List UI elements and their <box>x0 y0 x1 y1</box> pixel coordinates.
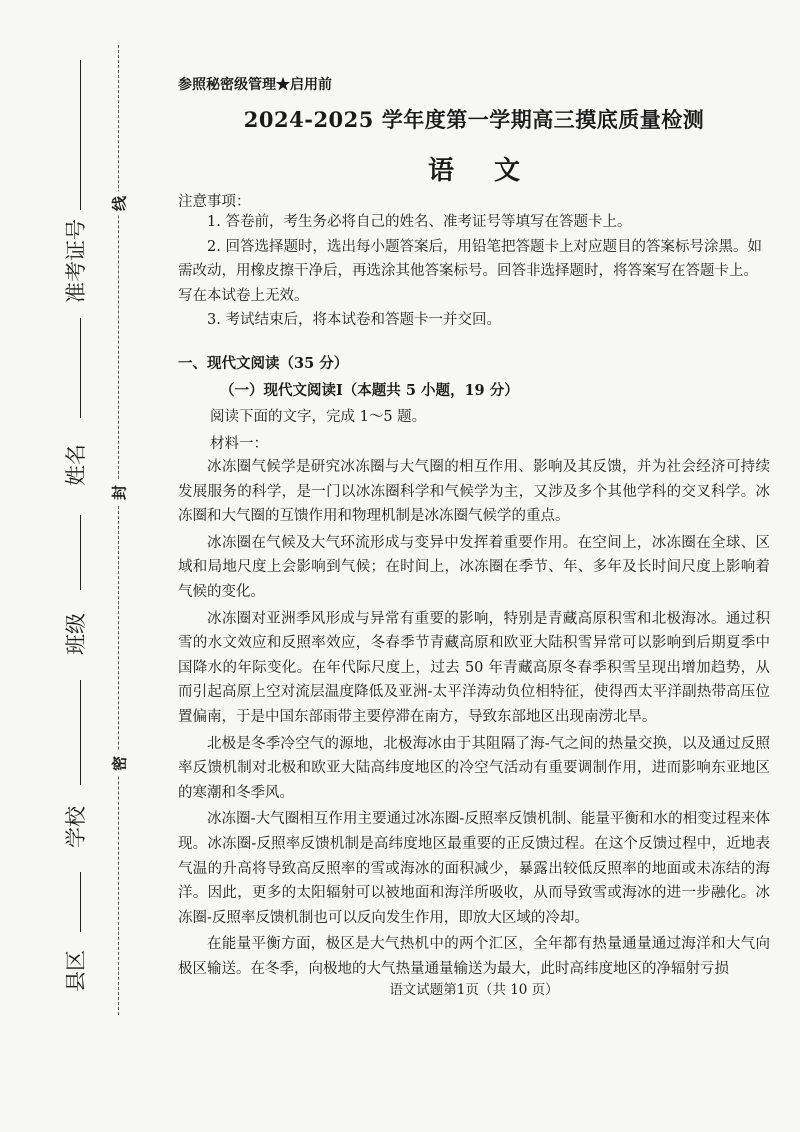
field-line-district <box>80 872 81 932</box>
material-label: 材料一： <box>210 436 268 452</box>
seal-word-line: 线 <box>109 192 130 216</box>
subsection-heading: （一）现代文阅读Ⅰ（本题共 5 小题，19 分） <box>220 382 519 399</box>
body-paragraph: 冰冻圈-大气圈相互作用主要通过冰冻圈-反照率反馈机制、能量平衡和水的相变过程来体现。冰冻圈-反照率反馈机制是高纬度地区最重要的正反馈过程。在这个反馈过程中，近地表气温的升高将导致高反照率的雪或海冰的面积减少，暴露出较低反照率的地面或未冻结的海洋。因此，更多的太阳辐射可以被地面和海洋所吸收，从而导致雪或海冰的进一步融化。冰冻圈-反照率反馈机制也可以反向发生作用，即放大区域的冷却。 <box>178 811 770 926</box>
body-paragraph: 在能量平衡方面，极区是大气热机中的两个汇区，全年都有热量通量通过海洋和大气向极区输送。在冬季，向极地的大气热量通量输送为最大，此时高纬度地区的净辐射亏损 <box>178 936 770 977</box>
body-paragraph: 冰冻圈在气候及大气环流形成与变异中发挥着重要作用。在空间上，冰冻圈在全球、区域和局地尺度上会影响到气候；在时间上，冰冻圈在季节、年、多年及长时间尺度上影响着气候的变化。 <box>178 534 770 600</box>
notice-item: 2. 回答选择题时，选出每小题答案后，用铅笔把答题卡上对应题目的答案标号涂黑。如需改动，用橡皮擦干净后，再选涂其他答案标号。回答非选择题时，将答案写在答题卡上。写在本试卷上无效。 <box>178 238 762 304</box>
subject-title: 语文 <box>427 156 560 186</box>
field-label-name: 姓名 <box>64 444 88 486</box>
notice-list <box>178 210 770 333</box>
field-line-class <box>80 515 81 590</box>
binding-margin <box>0 0 129 1132</box>
field-label-district: 县区 <box>64 950 88 992</box>
body-paragraph: 北极是冬季冷空气的源地，北极海冰由于其阻隔了海-气之间的热量交换，以及通过反照率反馈机制对北极和欧亚大陆高纬度地区的冷空气活动有重要调制作用，进而影响东亚地区的寒潮和冬季风。 <box>178 735 770 801</box>
section-heading: 一、现代文阅读（35 分） <box>178 355 349 372</box>
seal-dashed-line <box>118 45 119 1015</box>
material-body <box>178 455 770 983</box>
page-footer: 语文试题第1页（共 10 页） <box>389 982 559 998</box>
field-label-school: 学校 <box>64 806 88 848</box>
reading-instruction: 阅读下面的文字，完成 1～5 题。 <box>210 409 427 425</box>
field-label-class: 班级 <box>64 613 88 655</box>
notice-item: 1. 答卷前，考生务必将自己的姓名、准考证号等填写在答题卡上。 <box>207 214 632 230</box>
notice-heading: 注意事项： <box>178 194 251 210</box>
field-label-exam-number: 准考证号 <box>64 219 88 303</box>
seal-word-seal: 封 <box>109 481 130 505</box>
secret-mark: 参照秘密级管理★启用前 <box>178 77 332 93</box>
seal-word-secret: 密 <box>109 752 130 776</box>
exam-title: 2024-2025 学年度第一学期高三摸底质量检测 <box>243 107 705 132</box>
field-line-name <box>80 318 81 418</box>
field-line-school <box>80 680 81 785</box>
body-paragraph: 冰冻圈对亚洲季风形成与异常有重要的影响，特别是青藏高原积雪和北极海冰。通过积雪的水文效应和反照率效应，冬春季节青藏高原和欧亚大陆积雪异常可以影响到后期夏季中国降水的年际变化。在年代际尺度上，过去 50 年青藏高原冬春季积雪呈现出增加趋势，从而引起高原上空对流层温度降低及亚洲-太平洋涛动负位相特征，使得西太平洋副热带高压位置偏南，于是中国东部雨带主要停滞在南方，导致东部地区出现南涝北旱。 <box>178 610 770 725</box>
notice-item: 3. 考试结束后，将本试卷和答题卡一并交回。 <box>207 312 501 328</box>
body-paragraph: 冰冻圈气候学是研究冰冻圈与大气圈的相互作用、影响及其反馈，并为社会经济可持续发展服务的科学，是一门以冰冻圈科学和气候学为主，又涉及多个其他学科的交叉科学。冰冻圈和大气圈的互馈作用和物理机制是冰冻圈气候学的重点。 <box>178 459 770 525</box>
field-line-exam-number <box>80 60 81 210</box>
